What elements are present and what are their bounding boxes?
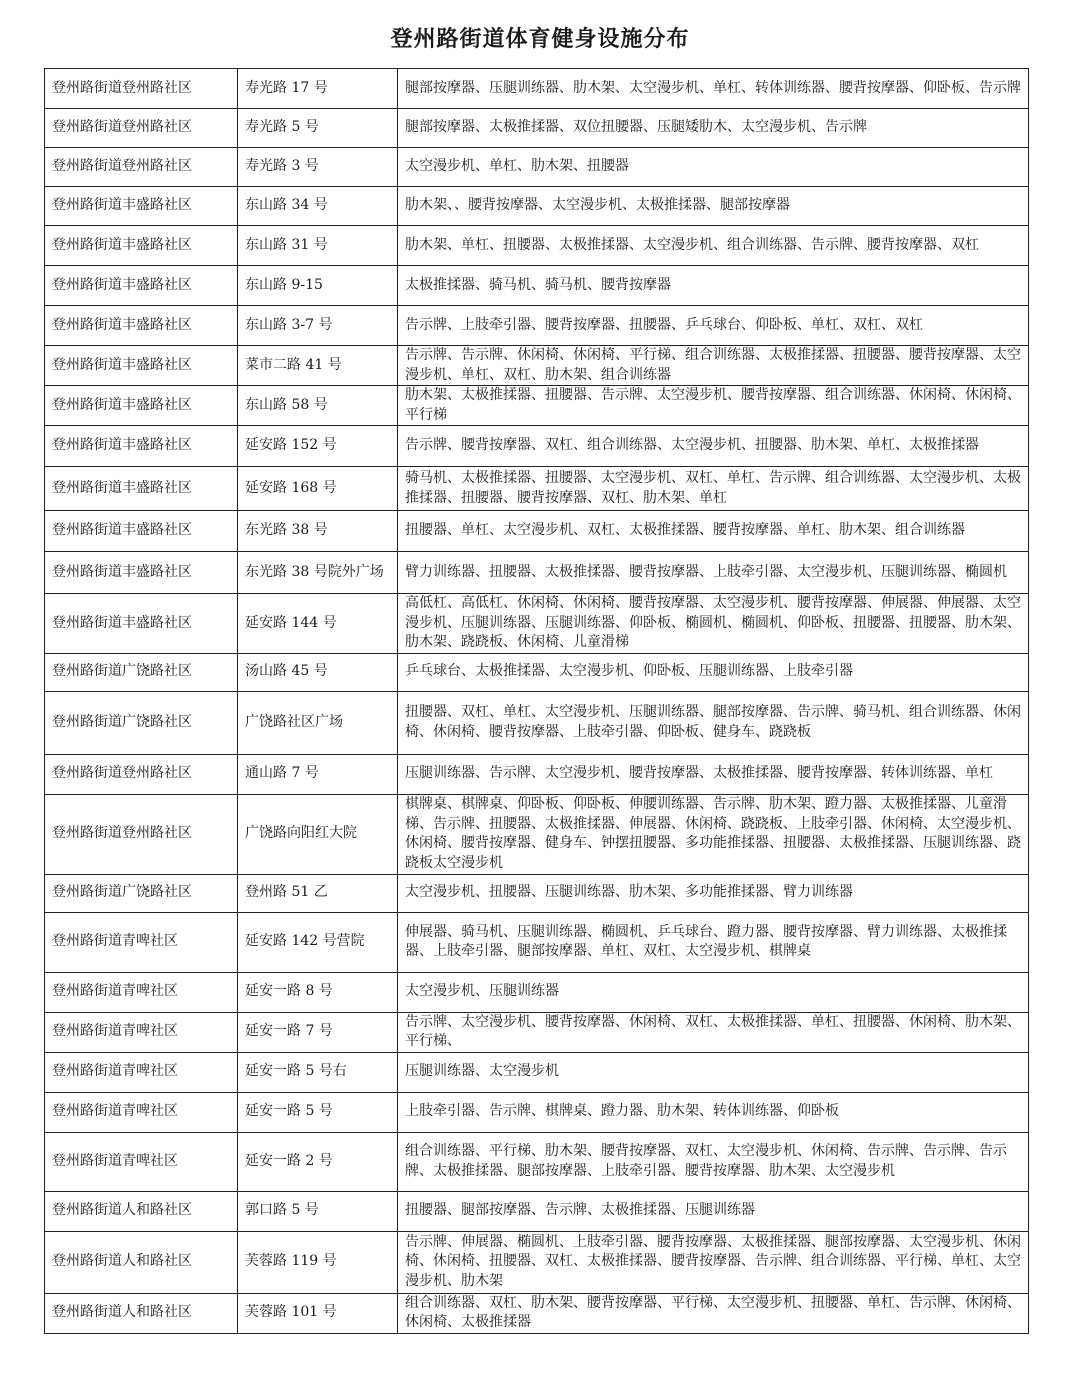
- facilities-cell: 告示牌、告示牌、休闲椅、休闲椅、平行梯、组合训练器、太极推揉器、扭腰器、腰背按摩器、太空漫步机、单杠、双杠、肋木架、组合训练器: [398, 346, 1029, 386]
- community-cell: 登州路街道登州路社区: [45, 794, 238, 874]
- community-cell: 登州路街道登州路社区: [45, 148, 238, 187]
- community-cell: 登州路街道丰盛路社区: [45, 426, 238, 467]
- facilities-cell: 骑马机、太极推揉器、扭腰器、太空漫步机、双杠、单杠、告示牌、组合训练器、太空漫步机、太极推揉器、扭腰器、腰背按摩器、双杠、肋木架、单杠: [398, 467, 1029, 511]
- community-cell: 登州路街道登州路社区: [45, 754, 238, 794]
- community-cell: 登州路街道青啤社区: [45, 912, 238, 972]
- community-cell: 登州路街道丰盛路社区: [45, 552, 238, 594]
- address-cell: 郭口路 5 号: [238, 1191, 398, 1231]
- table-row: [45, 148, 1029, 187]
- table-row: [45, 426, 1029, 467]
- facilities-cell: 上肢牵引器、告示牌、棋牌桌、蹬力器、肋木架、转体训练器、仰卧板: [398, 1092, 1029, 1132]
- table-row: [45, 972, 1029, 1012]
- facilities-cell: 太空漫步机、压腿训练器: [398, 972, 1029, 1012]
- address-cell: 东山路 34 号: [238, 187, 398, 226]
- table-row: [45, 109, 1029, 148]
- address-cell: 东山路 58 号: [238, 386, 398, 426]
- facilities-cell: 肋木架、、腰背按摩器、太空漫步机、太极推揉器、腿部按摩器: [398, 187, 1029, 226]
- address-cell: 延安路 142 号营院: [238, 912, 398, 972]
- facilities-cell: 扭腰器、腿部按摩器、告示牌、太极推揉器、压腿训练器: [398, 1191, 1029, 1231]
- address-cell: 延安路 168 号: [238, 467, 398, 511]
- address-cell: 东山路 3-7 号: [238, 306, 398, 346]
- community-cell: 登州路街道丰盛路社区: [45, 467, 238, 511]
- community-cell: 登州路街道青啤社区: [45, 1052, 238, 1092]
- community-cell: 登州路街道青啤社区: [45, 972, 238, 1012]
- facilities-cell: 太空漫步机、扭腰器、压腿训练器、肋木架、多功能推揉器、臂力训练器: [398, 874, 1029, 912]
- facilities-cell: 压腿训练器、告示牌、太空漫步机、腰背按摩器、太极推揉器、腰背按摩器、转体训练器、单杠: [398, 754, 1029, 794]
- community-cell: 登州路街道丰盛路社区: [45, 386, 238, 426]
- address-cell: 延安一路 2 号: [238, 1132, 398, 1191]
- facilities-cell: 扭腰器、单杠、太空漫步机、双杠、太极推揉器、腰背按摩器、单杠、肋木架、组合训练器: [398, 511, 1029, 552]
- facilities-cell: 腿部按摩器、压腿训练器、肋木架、太空漫步机、单杠、转体训练器、腰背按摩器、仰卧板、告示牌: [398, 69, 1029, 109]
- table-row: [45, 1012, 1029, 1052]
- address-cell: 寿光路 5 号: [238, 109, 398, 148]
- facilities-cell: 扭腰器、双杠、单杠、太空漫步机、压腿训练器、腿部按摩器、告示牌、骑马机、组合训练器、休闲椅、休闲椅、腰背按摩器、上肢牵引器、仰卧板、健身车、跷跷板: [398, 691, 1029, 754]
- facilities-cell: 腿部按摩器、太极推揉器、双位扭腰器、压腿矮肋木、太空漫步机、告示牌: [398, 109, 1029, 148]
- address-cell: 广饶路社区广场: [238, 691, 398, 754]
- address-cell: 东山路 31 号: [238, 226, 398, 266]
- community-cell: 登州路街道青啤社区: [45, 1012, 238, 1052]
- address-cell: 延安路 144 号: [238, 594, 398, 654]
- table-row: [45, 691, 1029, 754]
- address-cell: 东山路 9-15: [238, 266, 398, 306]
- table-row: [45, 912, 1029, 972]
- address-cell: 东光路 38 号: [238, 511, 398, 552]
- facilities-cell: 压腿训练器、太空漫步机: [398, 1052, 1029, 1092]
- community-cell: 登州路街道丰盛路社区: [45, 511, 238, 552]
- table-row: [45, 653, 1029, 691]
- table-row: [45, 1231, 1029, 1293]
- community-cell: 登州路街道登州路社区: [45, 69, 238, 109]
- table-row: [45, 1293, 1029, 1333]
- facilities-cell: 臂力训练器、扭腰器、太极推揉器、腰背按摩器、上肢牵引器、太空漫步机、压腿训练器、椭圆机: [398, 552, 1029, 594]
- address-cell: 广饶路向阳红大院: [238, 794, 398, 874]
- facilities-cell: 告示牌、腰背按摩器、双杠、组合训练器、太空漫步机、扭腰器、肋木架、单杠、太极推揉器: [398, 426, 1029, 467]
- community-cell: 登州路街道广饶路社区: [45, 691, 238, 754]
- facilities-cell: 组合训练器、平行梯、肋木架、腰背按摩器、双杠、太空漫步机、休闲椅、告示牌、告示牌、告示牌、太极推揉器、腿部按摩器、上肢牵引器、腰背按摩器、肋木架、太空漫步机: [398, 1132, 1029, 1191]
- address-cell: 延安一路 7 号: [238, 1012, 398, 1052]
- address-cell: 芙蓉路 119 号: [238, 1231, 398, 1293]
- facilities-cell: 肋木架、太极推揉器、扭腰器、告示牌、太空漫步机、腰背按摩器、组合训练器、休闲椅、休闲椅、平行梯: [398, 386, 1029, 426]
- table-row: [45, 306, 1029, 346]
- facilities-cell: 告示牌、太空漫步机、腰背按摩器、休闲椅、双杠、太极推揉器、单杠、扭腰器、休闲椅、肋木架、平行梯、: [398, 1012, 1029, 1052]
- facilities-cell: 太空漫步机、单杠、肋木架、扭腰器: [398, 148, 1029, 187]
- community-cell: 登州路街道丰盛路社区: [45, 266, 238, 306]
- address-cell: 延安一路 5 号: [238, 1092, 398, 1132]
- address-cell: 通山路 7 号: [238, 754, 398, 794]
- facility-table: [44, 68, 1029, 1334]
- facilities-cell: 太极推揉器、骑马机、骑马机、腰背按摩器: [398, 266, 1029, 306]
- community-cell: 登州路街道青啤社区: [45, 1132, 238, 1191]
- table-row: [45, 1191, 1029, 1231]
- table-row: [45, 1052, 1029, 1092]
- table-row: [45, 226, 1029, 266]
- table-row: [45, 874, 1029, 912]
- community-cell: 登州路街道广饶路社区: [45, 874, 238, 912]
- community-cell: 登州路街道丰盛路社区: [45, 594, 238, 654]
- table-body: [45, 69, 1029, 1334]
- facilities-cell: 肋木架、单杠、扭腰器、太极推揉器、太空漫步机、组合训练器、告示牌、腰背按摩器、双杠: [398, 226, 1029, 266]
- page-title: 登州路街道体育健身设施分布: [390, 26, 690, 52]
- table-row: [45, 187, 1029, 226]
- community-cell: 登州路街道丰盛路社区: [45, 226, 238, 266]
- community-cell: 登州路街道青啤社区: [45, 1092, 238, 1132]
- facilities-cell: 组合训练器、双杠、肋木架、腰背按摩器、平行梯、太空漫步机、扭腰器、单杠、告示牌、休闲椅、休闲椅、太极推揉器: [398, 1293, 1029, 1333]
- table-row: [45, 754, 1029, 794]
- community-cell: 登州路街道人和路社区: [45, 1231, 238, 1293]
- table-row: [45, 552, 1029, 594]
- address-cell: 芙蓉路 101 号: [238, 1293, 398, 1333]
- table-row: [45, 386, 1029, 426]
- address-cell: 延安路 152 号: [238, 426, 398, 467]
- table-row: [45, 346, 1029, 386]
- community-cell: 登州路街道人和路社区: [45, 1191, 238, 1231]
- table-row: [45, 1132, 1029, 1191]
- address-cell: 延安一路 5 号右: [238, 1052, 398, 1092]
- community-cell: 登州路街道人和路社区: [45, 1293, 238, 1333]
- community-cell: 登州路街道丰盛路社区: [45, 187, 238, 226]
- address-cell: 寿光路 3 号: [238, 148, 398, 187]
- community-cell: 登州路街道丰盛路社区: [45, 306, 238, 346]
- address-cell: 汤山路 45 号: [238, 653, 398, 691]
- table-row: [45, 467, 1029, 511]
- facilities-cell: 伸展器、骑马机、压腿训练器、椭圆机、乒乓球台、蹬力器、腰背按摩器、臂力训练器、太极推揉器、上肢牵引器、腿部按摩器、单杠、双杠、太空漫步机、棋牌桌: [398, 912, 1029, 972]
- address-cell: 寿光路 17 号: [238, 69, 398, 109]
- table-row: [45, 511, 1029, 552]
- facilities-cell: 高低杠、高低杠、休闲椅、休闲椅、腰背按摩器、太空漫步机、腰背按摩器、伸展器、伸展器、太空漫步机、压腿训练器、压腿训练器、仰卧板、椭圆机、椭圆机、仰卧板、扭腰器、扭腰器、肋木架、肋木架、跷跷板、休闲椅、儿童滑梯: [398, 594, 1029, 654]
- facilities-cell: 乒乓球台、太极推揉器、太空漫步机、仰卧板、压腿训练器、上肢牵引器: [398, 653, 1029, 691]
- address-cell: 延安一路 8 号: [238, 972, 398, 1012]
- address-cell: 菜市二路 41 号: [238, 346, 398, 386]
- facilities-cell: 棋牌桌、棋牌桌、仰卧板、仰卧板、伸腰训练器、告示牌、肋木架、蹬力器、太极推揉器、儿童滑梯、告示牌、扭腰器、太极推揉器、伸展器、休闲椅、跷跷板、上肢牵引器、休闲椅、太空漫步机、休闲椅、腰背按摩器、健身车、钟摆扭腰器、多功能推揉器、扭腰器、太极推揉器、压腿训练器、跷跷板太空漫步机: [398, 794, 1029, 874]
- community-cell: 登州路街道登州路社区: [45, 109, 238, 148]
- table-row: [45, 1092, 1029, 1132]
- facilities-cell: 告示牌、伸展器、椭圆机、上肢牵引器、腰背按摩器、太极推揉器、腿部按摩器、太空漫步机、休闲椅、休闲椅、扭腰器、双杠、太极推揉器、腰背按摩器、告示牌、组合训练器、平行梯、单杠、太空漫步机、肋木架: [398, 1231, 1029, 1293]
- address-cell: 登州路 51 乙: [238, 874, 398, 912]
- table-row: [45, 266, 1029, 306]
- facilities-cell: 告示牌、上肢牵引器、腰背按摩器、扭腰器、乒乓球台、仰卧板、单杠、双杠、双杠: [398, 306, 1029, 346]
- table-row: [45, 594, 1029, 654]
- community-cell: 登州路街道广饶路社区: [45, 653, 238, 691]
- table-row: [45, 794, 1029, 874]
- community-cell: 登州路街道丰盛路社区: [45, 346, 238, 386]
- address-cell: 东光路 38 号院外广场: [238, 552, 398, 594]
- table-row: [45, 69, 1029, 109]
